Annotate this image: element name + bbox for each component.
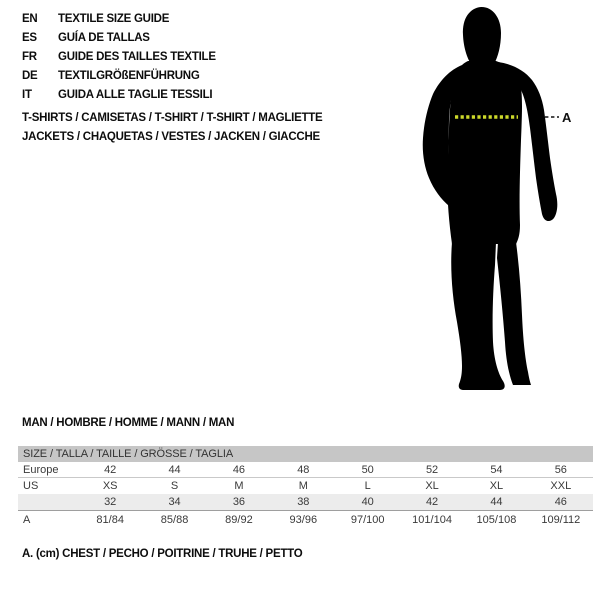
table-cell: 56 bbox=[554, 463, 567, 476]
table-cell: 97/100 bbox=[350, 513, 385, 526]
table-cell: 36 bbox=[232, 496, 246, 508]
table-cell: XL bbox=[489, 480, 504, 492]
table-cell: 34 bbox=[168, 496, 181, 508]
table-cell: 52 bbox=[425, 463, 439, 476]
table-cell: 50 bbox=[361, 463, 374, 476]
table-cell: M bbox=[298, 480, 308, 492]
lang-text: TEXTILGRÖßENFÜHRUNG bbox=[58, 69, 200, 82]
table-cell: XS bbox=[102, 480, 118, 492]
lang-code: IT bbox=[22, 88, 32, 101]
table-cell: 85/88 bbox=[160, 513, 189, 526]
lang-code: ES bbox=[22, 31, 37, 44]
row-label: US bbox=[23, 480, 39, 492]
lang-code: FR bbox=[22, 50, 37, 63]
table-cell: 40 bbox=[361, 496, 374, 508]
lang-row-en bbox=[22, 9, 216, 28]
measurement-label: A bbox=[562, 110, 572, 125]
table-cell: M bbox=[234, 480, 244, 492]
lang-text: GUÍA DE TALLAS bbox=[58, 31, 150, 44]
lang-row-it bbox=[22, 85, 216, 104]
lang-row-fr bbox=[22, 47, 216, 66]
table-cell: 48 bbox=[297, 463, 310, 476]
table-row-europe bbox=[18, 462, 593, 478]
lang-row-es bbox=[22, 28, 216, 47]
table-cell: 109/112 bbox=[541, 513, 581, 526]
table-row-chest-cm bbox=[18, 511, 593, 528]
category-jackets: JACKETS / CHAQUETAS / VESTES / JACKEN / GIACCHE bbox=[22, 131, 320, 143]
man-silhouette bbox=[423, 7, 558, 390]
table-cell: 81/84 bbox=[96, 513, 124, 526]
lang-text: TEXTILE SIZE GUIDE bbox=[58, 12, 170, 25]
table-cell: 44 bbox=[168, 463, 181, 476]
table-cell: 32 bbox=[104, 496, 117, 508]
table-cell: 46 bbox=[232, 463, 246, 476]
lang-text: GUIDA ALLE TAGLIE TESSILI bbox=[58, 88, 213, 101]
lang-code: DE bbox=[22, 69, 38, 82]
table-cell: XXL bbox=[550, 480, 572, 492]
table-cell: 54 bbox=[490, 463, 503, 476]
table-cell: 38 bbox=[297, 496, 310, 508]
category-tshirts: T-SHIRTS / CAMISETAS / T-SHIRT / T-SHIRT / MAGLIETTE bbox=[22, 112, 323, 124]
man-silhouette-figure bbox=[395, 0, 600, 400]
table-cell: 101/104 bbox=[412, 513, 452, 526]
table-cell: 93/96 bbox=[289, 513, 318, 526]
table-cell: L bbox=[364, 480, 371, 492]
table-header-row bbox=[18, 446, 593, 462]
table-cell: XL bbox=[425, 480, 439, 492]
row-label: A bbox=[23, 513, 31, 526]
table-cell: 89/92 bbox=[225, 513, 253, 526]
table-cell: 42 bbox=[104, 463, 117, 476]
size-table bbox=[18, 446, 593, 528]
measurement-footnote: A. (cm) CHEST / PECHO / POITRINE / TRUHE / PETTO bbox=[22, 548, 303, 560]
table-cell: 105/108 bbox=[476, 513, 517, 526]
language-guide bbox=[22, 9, 216, 104]
table-row-us-numbers bbox=[18, 494, 593, 511]
lang-text: GUIDE DES TAILLES TEXTILE bbox=[58, 50, 216, 63]
table-row-us-letters bbox=[18, 478, 593, 494]
section-heading-man: MAN / HOMBRE / HOMME / MANN / MAN bbox=[22, 417, 235, 429]
lang-row-de bbox=[22, 66, 216, 85]
table-cell: 42 bbox=[425, 496, 439, 508]
lang-code: EN bbox=[22, 12, 38, 25]
table-cell: S bbox=[170, 480, 179, 492]
table-header-label: SIZE / TALLA / TAILLE / GRÖSSE / TAGLIA bbox=[23, 448, 234, 460]
garment-categories bbox=[22, 109, 322, 147]
table-cell: 44 bbox=[490, 496, 503, 508]
table-cell: 46 bbox=[554, 496, 567, 508]
row-label: Europe bbox=[23, 463, 59, 476]
